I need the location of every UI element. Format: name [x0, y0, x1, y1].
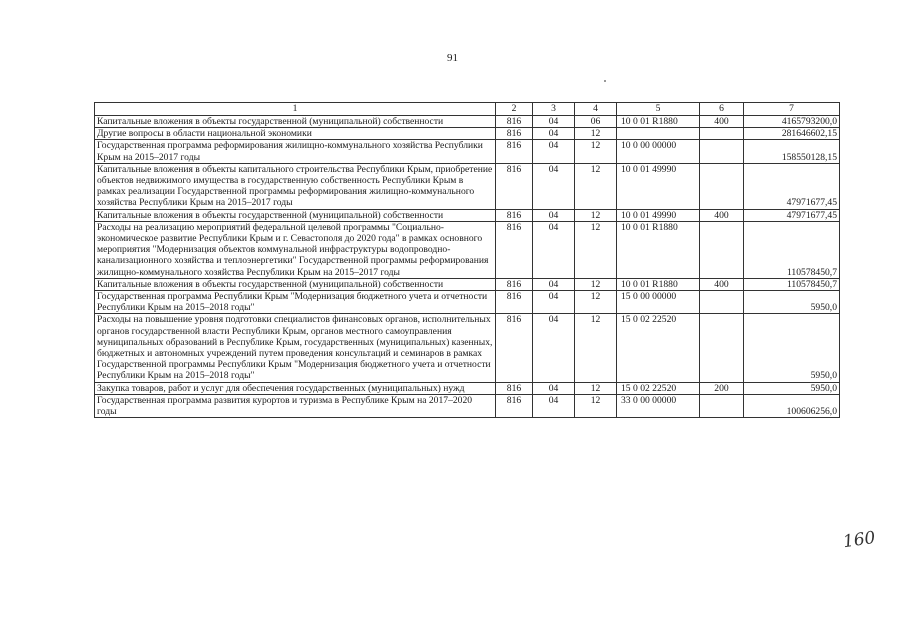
row-vr	[700, 314, 744, 382]
row-rz: 04	[533, 221, 575, 278]
row-pr: 12	[575, 128, 617, 140]
row-vr	[700, 163, 744, 209]
row-vr: 400	[700, 116, 744, 128]
row-pr: 12	[575, 394, 617, 417]
table-row	[95, 163, 840, 209]
page-number: 91	[447, 52, 458, 64]
row-csr: 10 0 01 R1880	[617, 278, 700, 290]
row-csr: 10 0 01 R1880	[617, 221, 700, 278]
column-header: 3	[533, 103, 575, 116]
row-rz: 04	[533, 278, 575, 290]
row-vr: 400	[700, 278, 744, 290]
table-body	[95, 116, 840, 418]
row-ved: 816	[496, 382, 533, 394]
row-rz: 04	[533, 394, 575, 417]
row-csr: 15 0 00 00000	[617, 291, 700, 314]
row-rz: 04	[533, 128, 575, 140]
row-name: Закупка товаров, работ и услуг для обеспечения государственных (муниципальных) нужд	[95, 382, 496, 394]
table-row	[95, 394, 840, 417]
row-name: Другие вопросы в области национальной экономики	[95, 128, 496, 140]
budget-table	[94, 102, 840, 418]
row-amount: 158550128,15	[744, 140, 840, 163]
table-row	[95, 314, 840, 382]
row-amount: 100606256,0	[744, 394, 840, 417]
row-name: Капитальные вложения в объекты государственной (муниципальной) собственности	[95, 116, 496, 128]
row-amount: 5950,0	[744, 382, 840, 394]
row-amount: 47971677,45	[744, 163, 840, 209]
row-pr: 12	[575, 291, 617, 314]
row-name: Государственная программа реформирования жилищно-коммунального хозяйства Республики Крым на 2015–2017 годы	[95, 140, 496, 163]
row-ved: 816	[496, 278, 533, 290]
column-header: 5	[617, 103, 700, 116]
row-csr: 10 0 00 00000	[617, 140, 700, 163]
row-csr: 15 0 02 22520	[617, 382, 700, 394]
row-csr: 15 0 02 22520	[617, 314, 700, 382]
row-ved: 816	[496, 116, 533, 128]
row-ved: 816	[496, 221, 533, 278]
row-name: Расходы на повышение уровня подготовки специалистов финансовых органов, исполнительных органов государственной власти Республики Крым, органов местного самоуправления муниципальных образований в Республике Крым, государственных (муниципальных) казенных, бюджетных и автономных учреждений путем проведения консультаций и семинаров в рамках Государственной программы Республики Крым "Модернизация бюджетного учета и отчетности Республики Крым на 2015–2018 годы"	[95, 314, 496, 382]
row-pr: 12	[575, 382, 617, 394]
row-rz: 04	[533, 116, 575, 128]
row-ved: 816	[496, 163, 533, 209]
table-row	[95, 382, 840, 394]
row-rz: 04	[533, 382, 575, 394]
row-csr: 10 0 01 49990	[617, 163, 700, 209]
row-pr: 06	[575, 116, 617, 128]
table-row	[95, 116, 840, 128]
column-header: 4	[575, 103, 617, 116]
column-header: 1	[95, 103, 496, 116]
table-row	[95, 278, 840, 290]
column-header: 2	[496, 103, 533, 116]
row-amount: 281646602,15	[744, 128, 840, 140]
row-pr: 12	[575, 278, 617, 290]
row-name: Государственная программа Республики Крым "Модернизация бюджетного учета и отчетности Республики Крым на 2015–2018 годы"	[95, 291, 496, 314]
table-row	[95, 209, 840, 221]
row-amount: 4165793200,0	[744, 116, 840, 128]
row-csr: 10 0 01 R1880	[617, 116, 700, 128]
row-amount: 110578450,7	[744, 221, 840, 278]
row-name: Государственная программа развития курортов и туризма в Республике Крым на 2017–2020 годы	[95, 394, 496, 417]
row-vr: 400	[700, 209, 744, 221]
row-vr: 200	[700, 382, 744, 394]
row-vr	[700, 140, 744, 163]
row-ved: 816	[496, 394, 533, 417]
table-row	[95, 291, 840, 314]
row-name: Капитальные вложения в объекты государственной (муниципальной) собственности	[95, 278, 496, 290]
row-pr: 12	[575, 140, 617, 163]
row-amount: 47971677,45	[744, 209, 840, 221]
row-pr: 12	[575, 209, 617, 221]
row-name: Капитальные вложения в объекты капитального строительства Республики Крым, приобретение объектов недвижимого имущества в государственную собственность Республики Крым в рамках реализации Государственной программы реформирования жилищно-коммунального хозяйства Республики Крым на 2015–2017 годы	[95, 163, 496, 209]
column-header: 7	[744, 103, 840, 116]
row-name: Капитальные вложения в объекты государственной (муниципальной) собственности	[95, 209, 496, 221]
row-pr: 12	[575, 163, 617, 209]
row-name: Расходы на реализацию мероприятий федеральной целевой программы "Социально-экономическое развитие Республики Крым и г. Севастополя до 2020 года" в рамках основного мероприятия "Модернизация объектов коммунальной инфраструктуры водопроводно-канализационного хозяйства и теплоэнергетики" Государственной программы реформирования жилищно-коммунального хозяйства Республики Крым на 2015–2017 годы	[95, 221, 496, 278]
column-header: 6	[700, 103, 744, 116]
row-csr: 10 0 01 49990	[617, 209, 700, 221]
table-header	[95, 103, 840, 116]
row-rz: 04	[533, 163, 575, 209]
handwritten-page-mark: 160	[841, 527, 877, 553]
row-vr	[700, 221, 744, 278]
row-rz: 04	[533, 209, 575, 221]
row-ved: 816	[496, 140, 533, 163]
row-vr	[700, 291, 744, 314]
table-row	[95, 140, 840, 163]
row-amount: 5950,0	[744, 291, 840, 314]
row-vr	[700, 394, 744, 417]
table-row	[95, 221, 840, 278]
row-vr	[700, 128, 744, 140]
row-ved: 816	[496, 291, 533, 314]
row-ved: 816	[496, 128, 533, 140]
row-ved: 816	[496, 209, 533, 221]
row-rz: 04	[533, 314, 575, 382]
scan-speck	[604, 80, 606, 82]
row-ved: 816	[496, 314, 533, 382]
row-rz: 04	[533, 291, 575, 314]
table-row	[95, 128, 840, 140]
row-pr: 12	[575, 221, 617, 278]
row-rz: 04	[533, 140, 575, 163]
row-amount: 5950,0	[744, 314, 840, 382]
row-pr: 12	[575, 314, 617, 382]
row-csr: 33 0 00 00000	[617, 394, 700, 417]
row-csr	[617, 128, 700, 140]
row-amount: 110578450,7	[744, 278, 840, 290]
